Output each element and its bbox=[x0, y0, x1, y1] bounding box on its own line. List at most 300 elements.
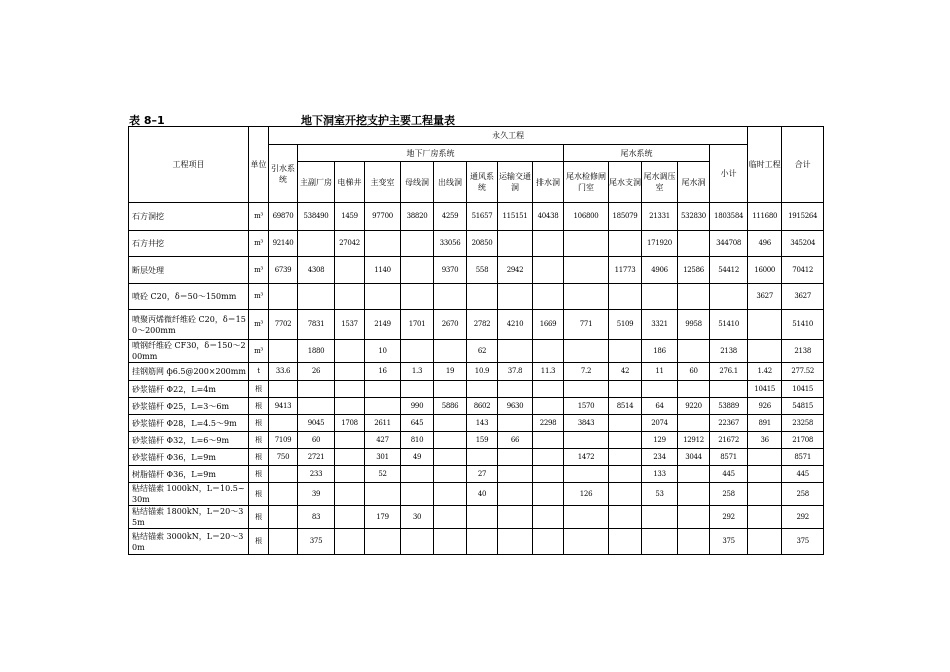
table-cell: 2942 bbox=[498, 257, 533, 284]
table-cell bbox=[564, 381, 609, 398]
table-cell: 60 bbox=[678, 363, 710, 381]
table-cell: 3627 bbox=[782, 284, 824, 310]
table-cell: 11.3 bbox=[533, 363, 564, 381]
table-cell: 4259 bbox=[434, 203, 467, 231]
table-cell bbox=[642, 529, 678, 555]
row-unit: 根 bbox=[249, 398, 269, 415]
table-cell: 171920 bbox=[642, 231, 678, 257]
table-cell: 771 bbox=[564, 310, 609, 340]
table-cell bbox=[365, 529, 401, 555]
table-cell: 23258 bbox=[782, 415, 824, 432]
table-cell bbox=[401, 257, 434, 284]
table-row bbox=[129, 466, 824, 483]
table-cell: 11773 bbox=[609, 257, 642, 284]
table-cell: 276.1 bbox=[710, 363, 748, 381]
table-cell: 1459 bbox=[335, 203, 365, 231]
table-cell bbox=[498, 284, 533, 310]
table-cell: 159 bbox=[467, 432, 498, 449]
table-cell bbox=[564, 340, 609, 363]
table-cell bbox=[609, 231, 642, 257]
table-cell bbox=[335, 340, 365, 363]
header-elevator: 电梯井 bbox=[335, 162, 365, 203]
table-cell bbox=[401, 231, 434, 257]
table-cell: 750 bbox=[269, 449, 298, 466]
table-cell: 27 bbox=[467, 466, 498, 483]
table-row bbox=[129, 398, 824, 415]
table-cell: 10.9 bbox=[467, 363, 498, 381]
table-cell bbox=[498, 415, 533, 432]
table-cell bbox=[678, 506, 710, 529]
table-cell: 5109 bbox=[609, 310, 642, 340]
table-cell bbox=[365, 483, 401, 506]
table-cell: 3321 bbox=[642, 310, 678, 340]
table-cell: 30 bbox=[401, 506, 434, 529]
table-cell: 62 bbox=[467, 340, 498, 363]
table-row bbox=[129, 483, 824, 506]
table-cell: 37.8 bbox=[498, 363, 533, 381]
header-unit: 单位 bbox=[249, 127, 269, 203]
table-cell bbox=[434, 432, 467, 449]
table-cell bbox=[564, 432, 609, 449]
table-cell: 558 bbox=[467, 257, 498, 284]
table-cell: 51657 bbox=[467, 203, 498, 231]
table-cell bbox=[298, 381, 335, 398]
table-cell bbox=[434, 506, 467, 529]
row-item-label: 粘结锚索 1800kN，L＝20～35m bbox=[129, 506, 249, 529]
table-cell bbox=[678, 340, 710, 363]
table-cell: 301 bbox=[365, 449, 401, 466]
quantity-table bbox=[128, 126, 824, 555]
table-cell bbox=[467, 449, 498, 466]
row-item-label: 粘结锚索 1000kN，L＝10.5~30m bbox=[129, 483, 249, 506]
table-cell bbox=[335, 432, 365, 449]
table-cell bbox=[564, 284, 609, 310]
table-cell bbox=[748, 310, 782, 340]
table-cell: 19 bbox=[434, 363, 467, 381]
table-cell bbox=[498, 466, 533, 483]
row-item-label: 石方井挖 bbox=[129, 231, 249, 257]
table-cell: 16000 bbox=[748, 257, 782, 284]
row-unit: m³ bbox=[249, 340, 269, 363]
header-drainage: 排水洞 bbox=[533, 162, 564, 203]
table-cell: 292 bbox=[710, 506, 748, 529]
table-row bbox=[129, 257, 824, 284]
header-yinshui: 引水系统 bbox=[269, 145, 298, 203]
table-cell: 1701 bbox=[401, 310, 434, 340]
table-cell bbox=[533, 340, 564, 363]
table-cell: 445 bbox=[782, 466, 824, 483]
table-cell: 10415 bbox=[782, 381, 824, 398]
table-cell: 538490 bbox=[298, 203, 335, 231]
table-cell bbox=[678, 529, 710, 555]
table-cell bbox=[533, 449, 564, 466]
table-cell: 186 bbox=[642, 340, 678, 363]
table-cell: 12586 bbox=[678, 257, 710, 284]
header-outgoing: 出线洞 bbox=[434, 162, 467, 203]
row-item-label: 砂浆锚杆 Φ22，L=4m bbox=[129, 381, 249, 398]
row-item-label: 挂钢筋网 ф6.5@200×200mm bbox=[129, 363, 249, 381]
table-cell: 8571 bbox=[782, 449, 824, 466]
table-cell: 2298 bbox=[533, 415, 564, 432]
table-cell bbox=[748, 483, 782, 506]
table-cell bbox=[434, 381, 467, 398]
table-cell: 26 bbox=[298, 363, 335, 381]
table-cell: 1880 bbox=[298, 340, 335, 363]
table-cell: 33056 bbox=[434, 231, 467, 257]
table-cell bbox=[269, 506, 298, 529]
table-cell: 36 bbox=[748, 432, 782, 449]
table-cell: 375 bbox=[710, 529, 748, 555]
table-cell: 106800 bbox=[564, 203, 609, 231]
row-item-label: 石方洞挖 bbox=[129, 203, 249, 231]
table-cell bbox=[401, 340, 434, 363]
table-row bbox=[129, 449, 824, 466]
table-cell: 38820 bbox=[401, 203, 434, 231]
table-cell bbox=[498, 506, 533, 529]
table-cell: 1570 bbox=[564, 398, 609, 415]
table-cell bbox=[533, 398, 564, 415]
table-cell bbox=[434, 529, 467, 555]
table-cell bbox=[609, 284, 642, 310]
row-item-label: 砂浆锚杆 Φ25，L=3～6m bbox=[129, 398, 249, 415]
table-cell: 4308 bbox=[298, 257, 335, 284]
table-cell bbox=[609, 466, 642, 483]
table-cell: 345204 bbox=[782, 231, 824, 257]
header-branch: 尾水支洞 bbox=[609, 162, 642, 203]
table-cell bbox=[564, 231, 609, 257]
table-cell: 185079 bbox=[609, 203, 642, 231]
table-cell bbox=[298, 231, 335, 257]
row-unit: 根 bbox=[249, 449, 269, 466]
table-cell: 445 bbox=[710, 466, 748, 483]
table-cell: 9370 bbox=[434, 257, 467, 284]
table-cell bbox=[609, 381, 642, 398]
row-item-label: 喷聚丙烯微纤维砼 C20，δ＝150～200mm bbox=[129, 310, 249, 340]
table-cell bbox=[678, 466, 710, 483]
table-cell bbox=[365, 381, 401, 398]
table-cell bbox=[269, 415, 298, 432]
row-unit: m³ bbox=[249, 284, 269, 310]
table-cell: 21331 bbox=[642, 203, 678, 231]
row-item-label: 喷砼 C20，δ＝50～150mm bbox=[129, 284, 249, 310]
table-cell bbox=[533, 257, 564, 284]
header-temporary: 临时工程 bbox=[748, 127, 782, 203]
table-cell: 9413 bbox=[269, 398, 298, 415]
table-cell: 277.52 bbox=[782, 363, 824, 381]
table-cell: 234 bbox=[642, 449, 678, 466]
table-cell: 2782 bbox=[467, 310, 498, 340]
table-cell: 10 bbox=[365, 340, 401, 363]
table-cell: 33.6 bbox=[269, 363, 298, 381]
table-cell: 891 bbox=[748, 415, 782, 432]
table-cell: 233 bbox=[298, 466, 335, 483]
table-row bbox=[129, 363, 824, 381]
header-permanent: 永久工程 bbox=[269, 127, 748, 145]
table-cell: 645 bbox=[401, 415, 434, 432]
row-unit: m³ bbox=[249, 310, 269, 340]
table-cell bbox=[748, 449, 782, 466]
header-tailrace-system: 尾水系统 bbox=[564, 145, 710, 162]
table-cell bbox=[498, 529, 533, 555]
table-cell bbox=[609, 340, 642, 363]
row-item-label: 粘结锚索 3000kN，L＝20～30m bbox=[129, 529, 249, 555]
table-cell bbox=[609, 449, 642, 466]
table-cell: 1915264 bbox=[782, 203, 824, 231]
table-cell bbox=[467, 381, 498, 398]
row-item-label: 砂浆锚杆 Φ36，L=9m bbox=[129, 449, 249, 466]
table-cell bbox=[401, 466, 434, 483]
table-cell: 1537 bbox=[335, 310, 365, 340]
table-cell: 22367 bbox=[710, 415, 748, 432]
table-cell: 16 bbox=[365, 363, 401, 381]
table-cell: 39 bbox=[298, 483, 335, 506]
row-item-label: 喷钢纤维砼 CF30，δ＝150～200mm bbox=[129, 340, 249, 363]
table-cell: 60 bbox=[298, 432, 335, 449]
table-cell bbox=[335, 284, 365, 310]
table-cell: 8571 bbox=[710, 449, 748, 466]
table-cell bbox=[335, 466, 365, 483]
table-row bbox=[129, 415, 824, 432]
table-cell bbox=[678, 231, 710, 257]
table-row bbox=[129, 284, 824, 310]
header-subtotal: 小计 bbox=[710, 145, 748, 203]
table-cell bbox=[678, 483, 710, 506]
table-cell: 2149 bbox=[365, 310, 401, 340]
table-cell: 11 bbox=[642, 363, 678, 381]
table-cell: 2138 bbox=[782, 340, 824, 363]
table-cell bbox=[401, 529, 434, 555]
table-cell bbox=[335, 449, 365, 466]
row-item-label: 树脂锚杆 Φ36，L=9m bbox=[129, 466, 249, 483]
table-cell: 3627 bbox=[748, 284, 782, 310]
table-cell bbox=[498, 483, 533, 506]
table-cell: 258 bbox=[782, 483, 824, 506]
table-cell: 1.3 bbox=[401, 363, 434, 381]
table-row bbox=[129, 432, 824, 449]
table-cell: 926 bbox=[748, 398, 782, 415]
table-cell: 496 bbox=[748, 231, 782, 257]
table-cell bbox=[467, 284, 498, 310]
table-cell: 66 bbox=[498, 432, 533, 449]
table-cell: 69870 bbox=[269, 203, 298, 231]
row-unit: 根 bbox=[249, 506, 269, 529]
header-transport: 运输交通洞 bbox=[498, 162, 533, 203]
table-row bbox=[129, 529, 824, 555]
table-cell: 12912 bbox=[678, 432, 710, 449]
table-cell: 42 bbox=[609, 363, 642, 381]
table-cell bbox=[298, 398, 335, 415]
table-cell: 111680 bbox=[748, 203, 782, 231]
table-cell bbox=[564, 506, 609, 529]
table-cell: 9220 bbox=[678, 398, 710, 415]
table-cell bbox=[434, 449, 467, 466]
table-cell bbox=[710, 381, 748, 398]
table-cell: 70412 bbox=[782, 257, 824, 284]
table-cell bbox=[533, 231, 564, 257]
table-cell bbox=[434, 415, 467, 432]
table-cell bbox=[498, 449, 533, 466]
table-cell bbox=[642, 506, 678, 529]
table-cell: 1472 bbox=[564, 449, 609, 466]
table-cell bbox=[564, 257, 609, 284]
table-cell bbox=[498, 340, 533, 363]
table-cell: 54815 bbox=[782, 398, 824, 415]
table-cell: 129 bbox=[642, 432, 678, 449]
table-cell bbox=[748, 466, 782, 483]
table-cell: 2611 bbox=[365, 415, 401, 432]
table-cell: 9045 bbox=[298, 415, 335, 432]
table-cell: 143 bbox=[467, 415, 498, 432]
table-title: 地下洞室开挖支护主要工程量表 bbox=[301, 114, 455, 127]
header-transformer: 主变室 bbox=[365, 162, 401, 203]
table-number: 表 8–1 bbox=[129, 114, 165, 127]
table-cell bbox=[533, 466, 564, 483]
table-cell: 8602 bbox=[467, 398, 498, 415]
table-cell: 10415 bbox=[748, 381, 782, 398]
table-cell bbox=[564, 529, 609, 555]
table-cell: 427 bbox=[365, 432, 401, 449]
table-cell bbox=[269, 529, 298, 555]
table-cell bbox=[365, 231, 401, 257]
table-row bbox=[129, 381, 824, 398]
table-cell bbox=[401, 381, 434, 398]
table-cell bbox=[335, 363, 365, 381]
table-cell: 4210 bbox=[498, 310, 533, 340]
table-cell: 40438 bbox=[533, 203, 564, 231]
table-row bbox=[129, 203, 824, 231]
table-cell: 133 bbox=[642, 466, 678, 483]
table-cell bbox=[609, 483, 642, 506]
table-cell: 7702 bbox=[269, 310, 298, 340]
table-cell: 40 bbox=[467, 483, 498, 506]
table-cell bbox=[434, 284, 467, 310]
table-cell bbox=[335, 398, 365, 415]
table-cell: 126 bbox=[564, 483, 609, 506]
row-unit: m³ bbox=[249, 203, 269, 231]
row-item-label: 砂浆锚杆 Φ28，L=4.5～9m bbox=[129, 415, 249, 432]
table-cell: 7831 bbox=[298, 310, 335, 340]
header-surge: 尾水调压室 bbox=[642, 162, 678, 203]
table-cell: 2138 bbox=[710, 340, 748, 363]
table-cell bbox=[434, 340, 467, 363]
table-cell bbox=[335, 529, 365, 555]
table-cell bbox=[269, 284, 298, 310]
table-cell bbox=[467, 506, 498, 529]
header-tail-tunnel: 尾水洞 bbox=[678, 162, 710, 203]
table-cell: 3843 bbox=[564, 415, 609, 432]
table-cell: 532830 bbox=[678, 203, 710, 231]
table-cell bbox=[335, 483, 365, 506]
header-gate-room: 尾水检修闸门室 bbox=[564, 162, 609, 203]
table-cell: 1708 bbox=[335, 415, 365, 432]
row-item-label: 断层处理 bbox=[129, 257, 249, 284]
table-cell: 375 bbox=[782, 529, 824, 555]
table-cell bbox=[335, 381, 365, 398]
header-powerhouse-system: 地下厂房系统 bbox=[298, 145, 564, 162]
table-cell: 49 bbox=[401, 449, 434, 466]
table-cell: 1140 bbox=[365, 257, 401, 284]
table-cell bbox=[748, 529, 782, 555]
table-cell: 7109 bbox=[269, 432, 298, 449]
table-cell bbox=[269, 381, 298, 398]
table-cell: 92140 bbox=[269, 231, 298, 257]
table-cell: 3044 bbox=[678, 449, 710, 466]
table-cell: 9958 bbox=[678, 310, 710, 340]
table-cell: 5886 bbox=[434, 398, 467, 415]
table-cell: 27042 bbox=[335, 231, 365, 257]
table-cell bbox=[533, 506, 564, 529]
table-row bbox=[129, 506, 824, 529]
table-cell: 21672 bbox=[710, 432, 748, 449]
table-cell: 179 bbox=[365, 506, 401, 529]
table-cell: 52 bbox=[365, 466, 401, 483]
table-cell bbox=[609, 529, 642, 555]
table-cell bbox=[748, 506, 782, 529]
header-total: 合计 bbox=[782, 127, 824, 203]
table-cell bbox=[564, 466, 609, 483]
table-row bbox=[129, 310, 824, 340]
table-cell bbox=[678, 381, 710, 398]
table-cell bbox=[533, 381, 564, 398]
table-cell: 6739 bbox=[269, 257, 298, 284]
table-cell bbox=[269, 466, 298, 483]
table-cell: 1669 bbox=[533, 310, 564, 340]
table-cell bbox=[335, 506, 365, 529]
table-cell bbox=[434, 483, 467, 506]
header-ventilation: 通风系统 bbox=[467, 162, 498, 203]
table-cell bbox=[401, 284, 434, 310]
table-cell bbox=[609, 415, 642, 432]
table-cell: 2074 bbox=[642, 415, 678, 432]
table-cell: 21708 bbox=[782, 432, 824, 449]
table-cell: 2670 bbox=[434, 310, 467, 340]
row-unit: t bbox=[249, 363, 269, 381]
row-unit: 根 bbox=[249, 432, 269, 449]
table-cell bbox=[365, 284, 401, 310]
row-unit: 根 bbox=[249, 466, 269, 483]
table-cell bbox=[269, 483, 298, 506]
table-cell bbox=[609, 432, 642, 449]
table-row bbox=[129, 340, 824, 363]
table-cell: 83 bbox=[298, 506, 335, 529]
table-cell bbox=[269, 340, 298, 363]
table-cell: 375 bbox=[298, 529, 335, 555]
table-cell: 8514 bbox=[609, 398, 642, 415]
table-cell: 97700 bbox=[365, 203, 401, 231]
table-cell: 4906 bbox=[642, 257, 678, 284]
table-cell: 9630 bbox=[498, 398, 533, 415]
table-cell: 258 bbox=[710, 483, 748, 506]
table-cell: 53 bbox=[642, 483, 678, 506]
table-cell bbox=[498, 231, 533, 257]
table-cell bbox=[642, 381, 678, 398]
table-cell bbox=[533, 432, 564, 449]
table-cell bbox=[401, 483, 434, 506]
table-cell bbox=[467, 529, 498, 555]
table-cell bbox=[335, 257, 365, 284]
table-cell bbox=[609, 506, 642, 529]
table-cell bbox=[298, 284, 335, 310]
table-cell bbox=[748, 340, 782, 363]
row-unit: m³ bbox=[249, 231, 269, 257]
table-cell: 990 bbox=[401, 398, 434, 415]
table-cell: 344708 bbox=[710, 231, 748, 257]
table-cell: 20850 bbox=[467, 231, 498, 257]
table-cell: 810 bbox=[401, 432, 434, 449]
table-cell: 54412 bbox=[710, 257, 748, 284]
header-busbar: 母线洞 bbox=[401, 162, 434, 203]
table-cell bbox=[533, 284, 564, 310]
